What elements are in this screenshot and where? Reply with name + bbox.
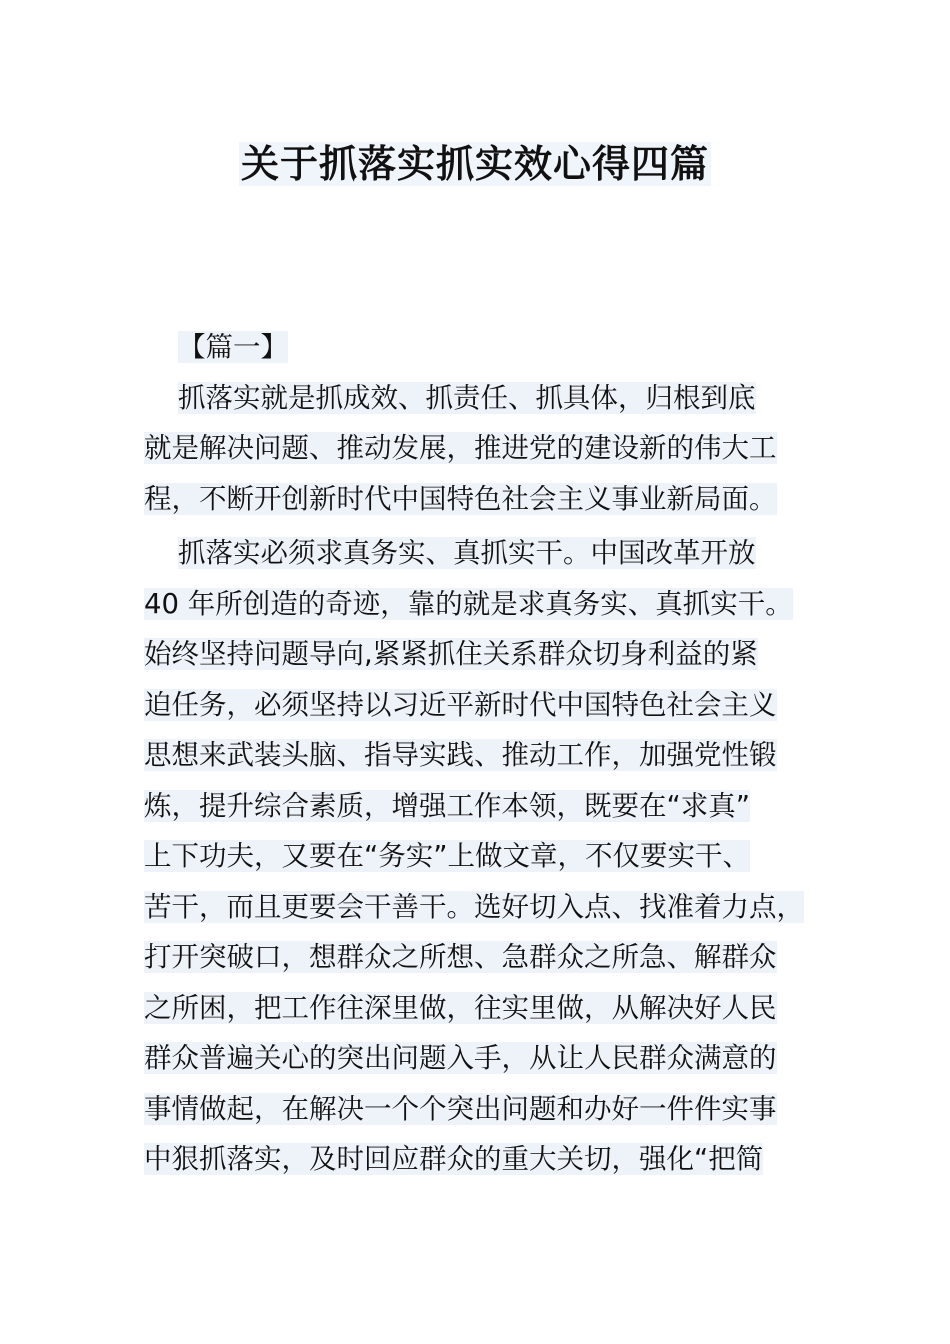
line-text: 40 年所创造的奇迹，靠的就是求真务实、真抓实干。 [144, 587, 793, 620]
paragraph-line [144, 882, 844, 933]
paragraph-line [144, 932, 844, 983]
paragraph-1 [144, 373, 844, 525]
paragraph-line [144, 629, 844, 680]
line-text: 程，不断开创新时代中国特色社会主义事业新局面。 [144, 482, 777, 515]
line-text: 群众普遍关心的突出问题入手，从让人民群众满意的 [144, 1042, 777, 1074]
paragraph-line [144, 528, 844, 579]
paragraph-line [144, 1084, 844, 1135]
line-text: 抓落实就是抓成效、抓责任、抓具体，归根到底 [178, 381, 756, 414]
paragraph-line [144, 680, 844, 731]
line-text: 事情做起，在解决一个个突出问题和办好一件件实事 [144, 1092, 777, 1125]
line-text: 始终坚持问题导向,紧紧抓住关系群众切身利益的紧 [144, 638, 758, 670]
paragraph-line [144, 1134, 844, 1185]
paragraph-line [144, 730, 844, 781]
line-text: 炼，提升综合素质，增强工作本领，既要在“求真” [144, 789, 750, 822]
line-text: 之所困，把工作往深里做，往实里做，从解决好人民 [144, 991, 777, 1024]
line-text: 抓落实必须求真务实、真抓实干。中国改革开放 [178, 537, 756, 569]
paragraph-line [144, 579, 844, 630]
paragraph-line [144, 1033, 844, 1084]
line-text: 中狠抓落实，及时回应群众的重大关切，强化“把简 [144, 1143, 764, 1175]
paragraph-2 [144, 528, 844, 1185]
paragraph-line [144, 781, 844, 832]
paragraph-line [144, 423, 844, 474]
section-heading [144, 322, 844, 373]
paragraph-line [144, 983, 844, 1034]
line-text: 思想来武装头脑、指导实践、推动工作，加强党性锻 [144, 739, 777, 771]
line-text: 苦干，而且更要会干善干。选好切入点、找准着力点， [144, 890, 804, 923]
paragraph-line [144, 831, 844, 882]
section-heading-text: 【篇一】 [178, 331, 288, 363]
line-text: 打开突破口，想群众之所想、急群众之所急、解群众 [144, 941, 777, 973]
line-text: 上下功夫，又要在“务实”上做文章，不仅要实干、 [144, 840, 750, 872]
paragraph-line [144, 474, 844, 525]
document-title [0, 138, 950, 190]
line-text: 就是解决问题、推动发展，推进党的建设新的伟大工 [144, 432, 777, 464]
document-body [144, 322, 844, 1185]
paragraph-line [144, 373, 844, 424]
document-title-text: 关于抓落实抓实效心得四篇 [240, 142, 709, 186]
line-text: 迫任务，必须坚持以习近平新时代中国特色社会主义 [144, 688, 777, 721]
